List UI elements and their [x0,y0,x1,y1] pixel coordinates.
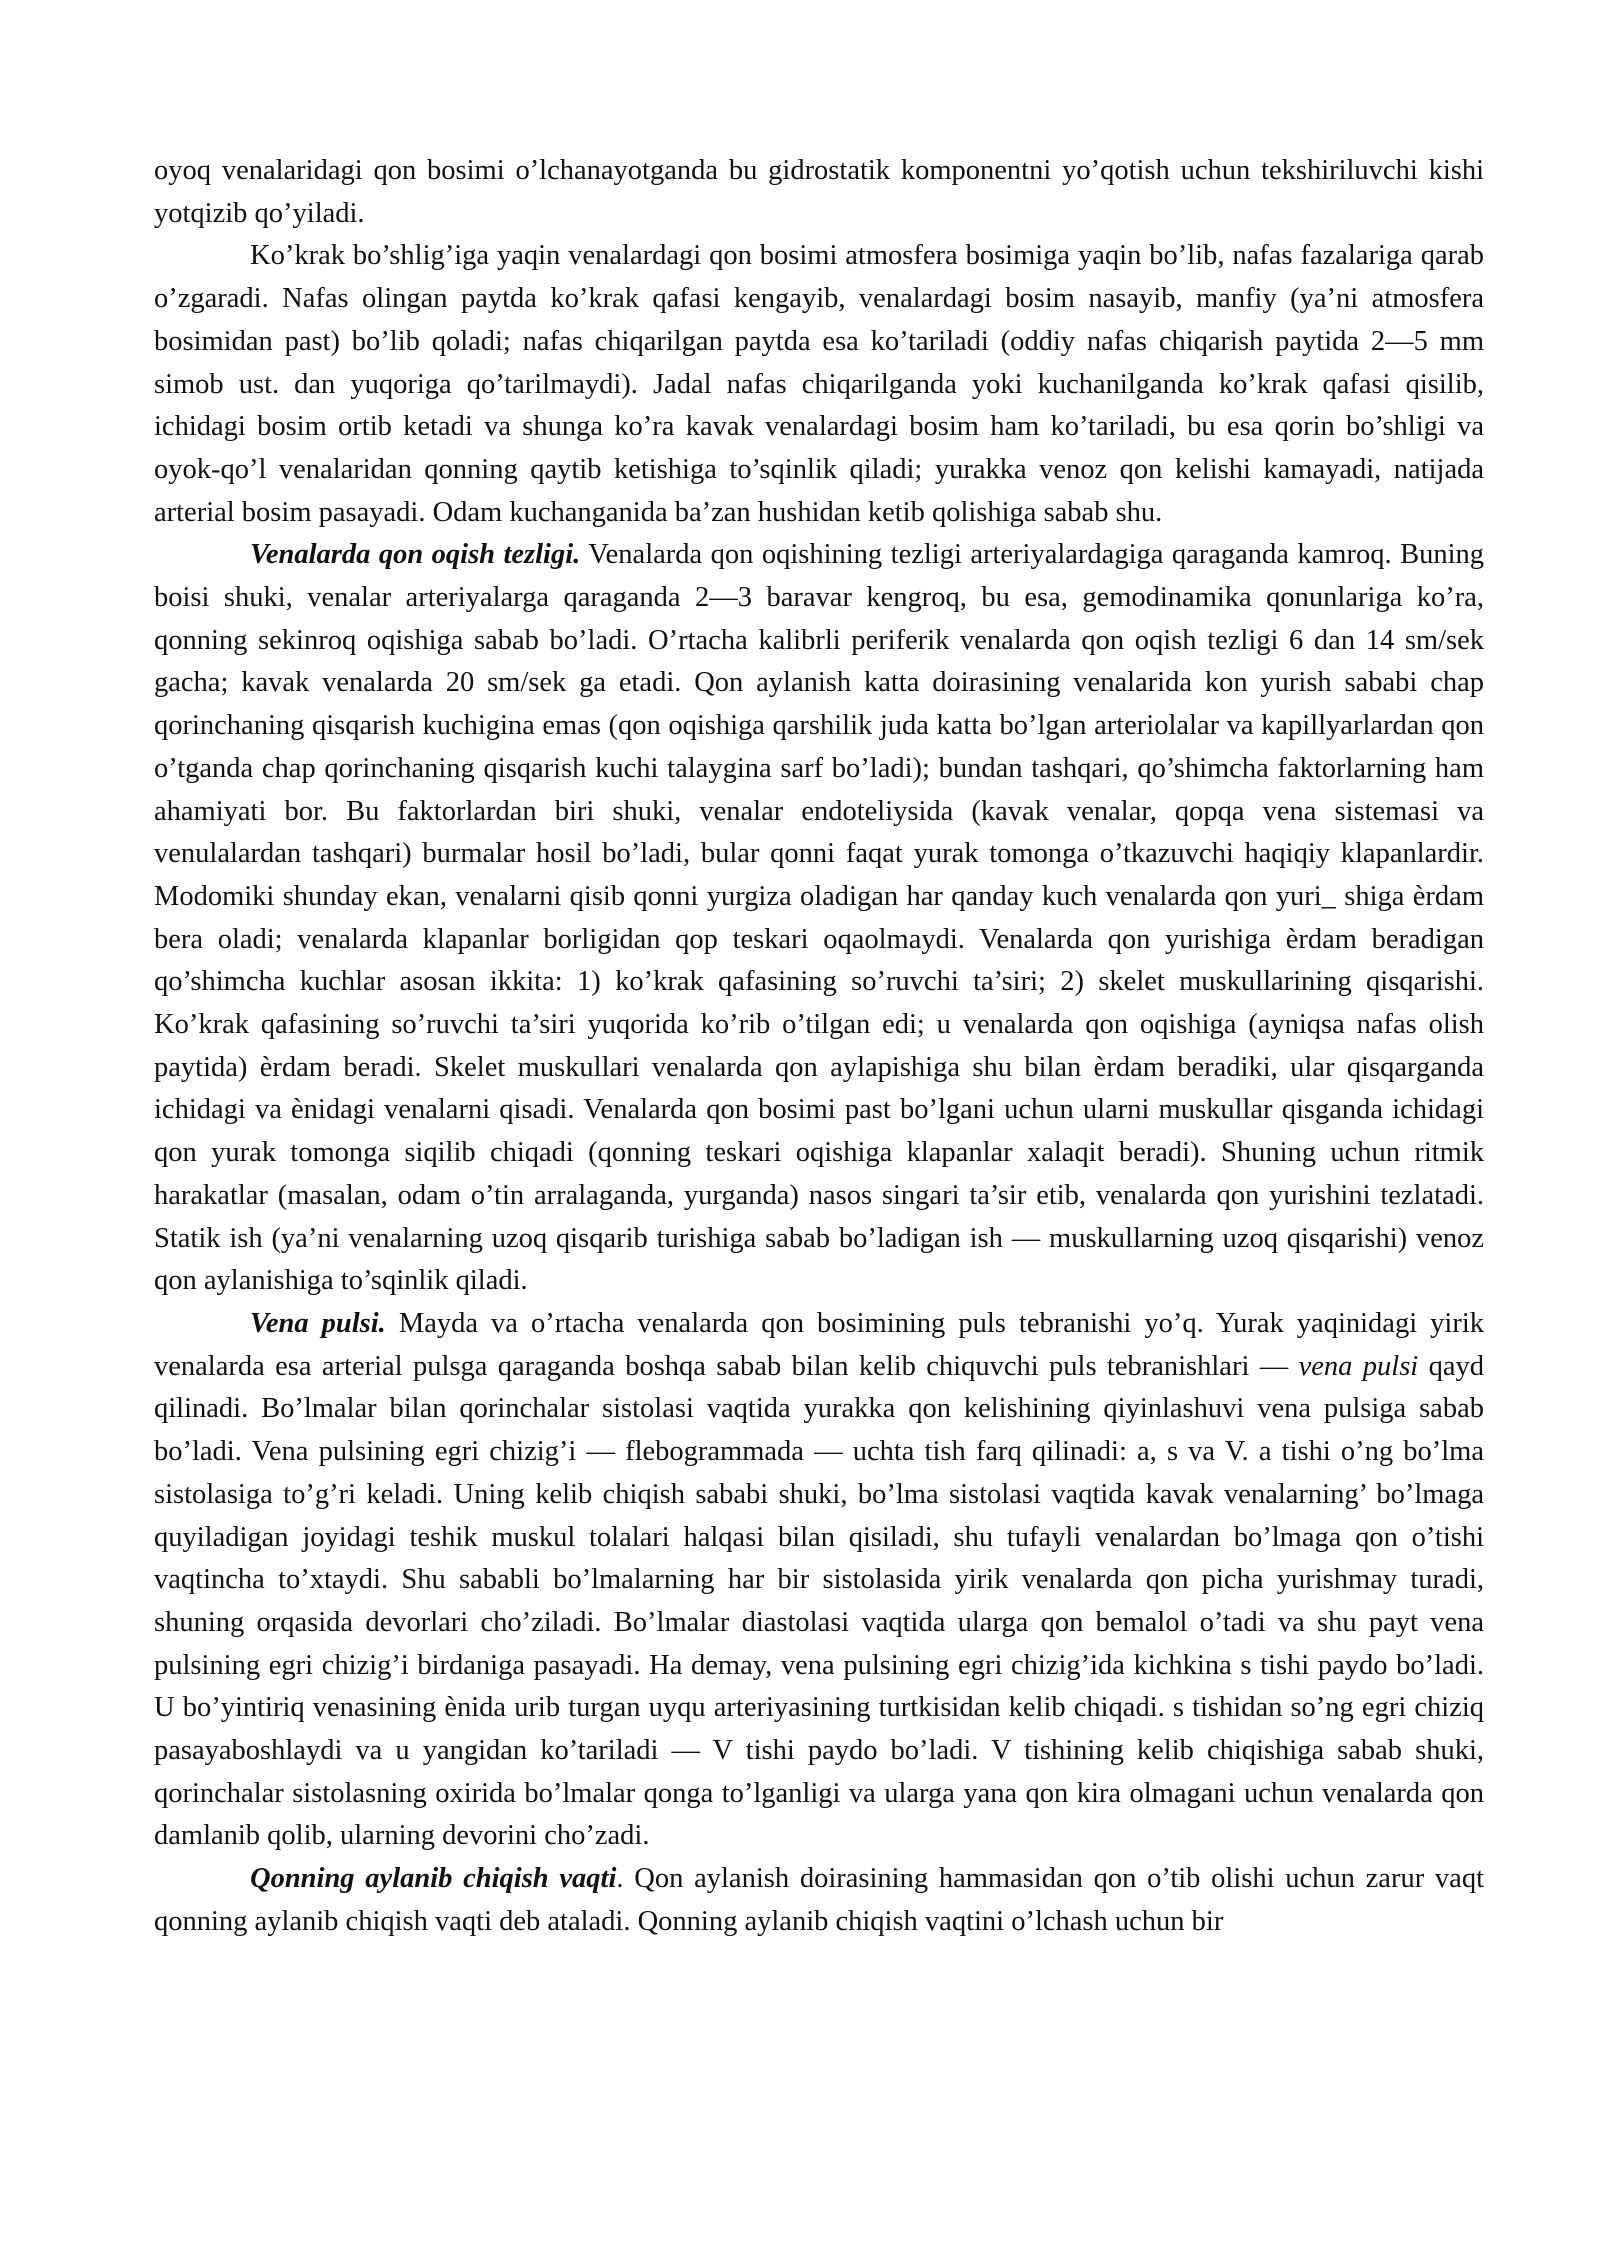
section-heading-vein-flow-speed: Venalarda qon oqish tezligi. [250,539,581,571]
paragraph-1 [154,150,1484,235]
paragraph-5-text: . Qon aylanish doirasining hammasidan qon o’tib olishi uchun zarur vaqt qonning aylanib chiqish vaqti deb ataladi. Qonning aylanib chiqish vaqtini o’lchash uchun bir [154,1863,1485,1937]
paragraph-4-text-after: qayd qilinadi. Bo’lmalar bilan qorinchalar sistolasi vaqtida yurakka qon kelishining qiyinlashuvi vena pulsiga sabab bo’ladi. Vena pulsining egri chizig’i — flebogrammada — uchta tish farq qilinadi: a, s va V. a tishi o’ng bo’lma sistolasiga to’g’ri keladi. Uning kelib chiqish sababi shuki, bo’lma sistolasi vaqtida kavak venalarning’ bo’lmaga quyiladigan joyidagi teshik muskul tolalari halqasi bilan qisiladi, shu tufayli venalardan bo’lmaga qon o’tishi vaqtincha to’xtaydi. Shu sababli bo’lmalarning har bir sistolasida yirik venalarda qon picha yurishmay turadi, shuning orqasida devorlari cho’ziladi. Bo’lmalar diastolasi vaqtida ularga qon bemalol o’tadi va shu payt vena pulsining egri chizig’i birdaniga pasayadi. Ha demay, vena pulsining egri chizig’ida kichkina s tishi paydo bo’ladi. U bo’yintiriq venasining ènida urib turgan uyqu arteriyasining turtkisidan kelib chiqadi. s tishidan so’ng egri chiziq pasayaboshlaydi va u yangidan ko’tariladi — V tishi paydo bo’ladi. V tishining kelib chiqishiga sabab shuki, qorinchalar sistolasning oxirida bo’lmalar qonga to’lganligi va ularga yana qon kira olmagani uchun venalarda qon damlanib qolib, ularning devorini cho’zadi. [154,1350,1484,1852]
paragraph-3-text: Venalarda qon oqishining tezligi arteriyalardagiga qaraganda kamroq. Buning boisi shuki, venalar arteriyalarga qaraganda 2—3 baravar kengroq, bu esa, gemodinamika qonunlariga ko’ra, qonning sekinroq oqishiga sabab bo’ladi. O’rtacha kalibrli periferik venalarda qon oqish tezligi 6 dan 14 sm/sek gacha; kavak venalarda 20 sm/sek ga etadi. Qon aylanish katta doirasining venalarida kon yurish sababi chap qorinchaning qisqarish kuchigina emas (qon oqishiga qarshilik juda katta bo’lgan arteriolalar va kapillyarlardan qon o’tganda chap qorinchaning qisqarish kuchi talaygina sarf bo’ladi); bundan tashqari, qo’shimcha faktorlarning ham ahamiyati bor. Bu faktorlardan biri shuki, venalar endoteliysida (kavak venalar, qopqa vena sistemasi va venulalardan tashqari) burmalar hosil bo’ladi, bular qonni faqat yurak tomonga o’tkazuvchi haqiqiy klapanlardir. Modomiki shunday ekan, venalarni qisib qonni yurgiza oladigan har qanday kuch venalarda qon yuri_ shiga èrdam bera oladi; venalarda klapanlar borligidan qop teskari oqaolmaydi. Venalarda qon yurishiga èrdam beradigan qo’shimcha kuchlar asosan ikkita: 1) ko’krak qafasining so’ruvchi ta’siri; 2) skelet muskullarining qisqarishi. Ko’krak qafasining so’ruvchi ta’siri yuqorida ko’rib o’tilgan edi; u venalarda qon oqishiga (ayniqsa nafas olish paytida) èrdam beradi. Skelet muskullari venalarda qon aylapishiga shu bilan èrdam beradiki, ular qisqarganda ichidagi va ènidagi venalarni qisadi. Venalarda qon bosimi past bo’lgani uchun ularni muskullar qisganda ichidagi qon yurak tomonga siqilib chiqadi (qonning teskari oqishiga klapanlar xalaqit beradi). Shuning uchun ritmik harakatlar (masalan, odam o’tin arralaganda, yurganda) nasos singari ta’sir etib, venalarda qon yurishini tezlatadi. Statik ish (ya’ni venalarning uzoq qisqarib turishiga sabab bo’ladigan ish — muskullarning uzoq qisqarishi) venoz qon aylanishiga to’sqinlik qiladi. [154,539,1484,1297]
italic-term-vena-pulsi: vena pulsi [1298,1350,1419,1382]
paragraph-4-text-before: Mayda va o’rtacha venalarda qon bosimining puls tebranishi yo’q. Yurak yaqinidagi yirik venalarda esa arterial pulsga qaraganda boshqa sabab bilan kelib chiquvchi puls tebranishlari — [154,1307,1484,1382]
paragraph-2-text: Ko’krak bo’shlig’iga yaqin venalardagi qon bosimi atmosfera bosimiga yaqin bo’lib, nafas fazalariga qarab o’zgaradi. Nafas olingan paytda ko’krak qafasi kengayib, venalardagi bosim nasayib, manfiy (ya’ni atmosfera bosimidan past) bo’lib qoladi; nafas chiqarilgan paytda esa ko’tariladi (oddiy nafas chiqarish paytida 2—5 mm simob ust. dan yuqoriga qo’tarilmaydi). Jadal nafas chiqarilganda yoki kuchanilganda ko’krak qafasi qisilib, ichidagi bosim ortib ketadi va shunga ko’ra kavak venalardagi bosim ham ko’tariladi, bu esa qorin bo’shligi va oyok-qo’l venalaridan qonning qaytib ketishiga to’sqinlik qiladi; yurakka venoz qon kelishi kamayadi, natijada arterial bosim pasayadi. Odam kuchanganida ba’zan hushidan ketib qolishiga sabab shu. [154,240,1484,528]
paragraph-5 [154,1858,1484,1943]
document-page [154,150,1484,1944]
paragraph-1-text: oyoq venalaridagi qon bosimi o’lchanayotganda bu gidrostatik komponentni yo’qotish uchun tekshiriluvchi kishi yotqizib qo’yiladi. [154,155,1484,229]
paragraph-4 [154,1303,1484,1858]
paragraph-2 [154,235,1484,534]
paragraph-3 [154,534,1484,1303]
section-heading-circulation-time: Qonning aylanib chiqish vaqti [250,1863,617,1895]
section-heading-vein-pulse: Vena pulsi. [250,1307,386,1339]
